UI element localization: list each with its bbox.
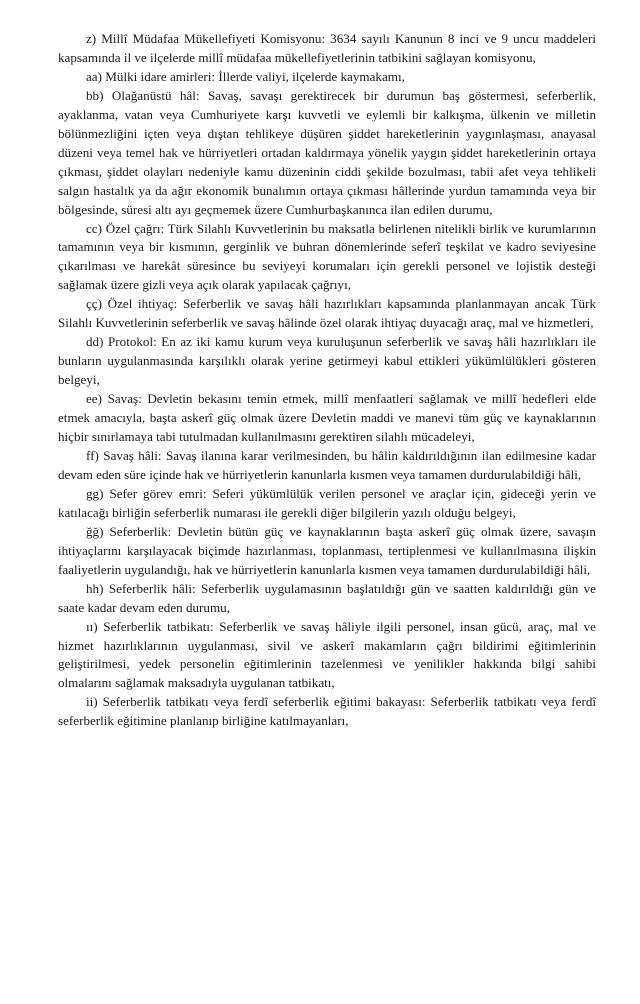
- item-text: Seferberlik ve savaş hâliyle ilgili personel, insan gücü, araç, mal ve hizmet hazırlıklarının uygulanması, sivil ve askerî makamların çağrı bildirimi eğitimlerinin geliştirilmesi, yedek personelin eğitimlerinin tazelenmesi ve yenilikler hakkında bilgi sahibi olmalarını sağlamak maksadıyla uygulanan tatbikatı,: [58, 618, 596, 691]
- item-text: Savaş ilanına karar verilmesinden, bu hâlin kaldırıldığının ilan edilmesine kadar devam eden süre içinde hak ve hürriyetlerin kanunlarla kısmen veya tamamen durdurulabildiği hâli,: [58, 447, 596, 482]
- item-text: Devletin bütün güç ve kaynaklarının başta askerî güç olmak üzere, savaşın ihtiyaçlarını karşılayacak biçimde hazırlanması, toplanması, tertiplenmesi ve kullanılmasına ilişkin faaliyetlerin uygulandığı, hak ve hürriyetlerin kanunlarla kısmen veya tamamen durdurulabildiği hâli,: [58, 523, 596, 577]
- item-term: Özel çağrı:: [105, 220, 165, 236]
- item-text: Seferberlik uygulamasının başlatıldığı gün ve saatten kaldırıldığı gün ve saate kadar devam eden durumu,: [58, 580, 596, 615]
- item-term: Savaş hâli:: [103, 447, 162, 463]
- definition-ii: [58, 693, 596, 731]
- item-text: İllerde valiyi, ilçelerde kaymakamı,: [218, 68, 405, 84]
- item-label: bb): [86, 87, 104, 103]
- definition-cc: [58, 220, 596, 296]
- definition-z: [58, 30, 596, 68]
- definition-ff: [58, 447, 596, 485]
- item-term: Seferberlik tatbikatı veya ferdî seferberlik eğitimi bakayası:: [102, 694, 426, 710]
- item-label: ğğ): [86, 523, 104, 539]
- item-label: hh): [86, 580, 104, 596]
- item-term: Özel ihtiyaç:: [107, 296, 178, 312]
- item-label: ıı): [86, 618, 98, 634]
- item-text: En az iki kamu kurum veya kuruluşunun seferberlik ve savaş hâli hazırlıkları ile bunların uygulanmasında karşılıklı olarak yerine getirmeyi kabul ettikleri yükümlülükleri gösteren belgeyi,: [58, 334, 596, 388]
- definition-ii-dotless: [58, 618, 596, 694]
- item-text: Savaş, savaşı gerektirecek bir durumun baş göstermesi, seferberlik, ayaklanma, vatan veya Cumhuriyete karşı kuvvetli ve eylemli bir kalkışma, ülkenin ve milletin bölünmezliğini içten veya dıştan tehlikeye düşüren şiddet hareketlerinin yaygınlaşması, anayasal düzeni veya temel hak ve hürriyetleri ortadan kaldırmaya yönelik yaygın şiddet hareketlerinin ortaya çıkması, şiddet olayları nedeniyle kamu düzeninin ciddi şekilde bozulması, tabii afet veya tehlikeli salgın hastalık ya da ağır ekonomik bunalımın ortaya çıkması hâllerinde yurdun tamamında veya bir bölgesinde, süresi altı ayı geçmemek üzere Cumhurbaşkanınca ilan edilen durumu,: [58, 87, 596, 217]
- item-term: Millî Müdafaa Mükellefiyeti Komisyonu:: [101, 31, 326, 46]
- item-text: Seferi yükümlülük verilen personel ve araçlar için, gideceği yerin ve katılacağı birliğin seferberlik numarası ile gerekli diğer bilgilerin yazılı olduğu belgeyi,: [58, 485, 596, 520]
- item-term: Seferberlik:: [109, 523, 172, 539]
- document-page: [58, 30, 596, 731]
- definition-gg: [58, 485, 596, 523]
- item-term: Seferberlik tatbikatı:: [103, 618, 214, 634]
- item-label: çç): [86, 296, 102, 312]
- definition-dd: [58, 333, 596, 390]
- item-term: Mülki idare amirleri:: [105, 68, 216, 84]
- item-label: dd): [86, 334, 104, 350]
- definition-gg-breve: [58, 523, 596, 580]
- definition-hh: [58, 580, 596, 618]
- item-text: Seferberlik ve savaş hâli hazırlıkları kapsamında planlanmayan ancak Türk Silahlı Kuvvetlerinin seferberlik ve savaş hâlinde özel olarak ihtiyaç duyacağı araç, mal ve hizmetleri,: [58, 296, 596, 331]
- item-label: cc): [86, 220, 102, 236]
- definition-aa: [58, 68, 596, 87]
- item-label: gg): [86, 485, 104, 501]
- item-label: ii): [86, 694, 98, 710]
- item-term: Seferberlik hâli:: [108, 580, 196, 596]
- definition-cc-cedilla: [58, 295, 596, 333]
- definition-bb: [58, 87, 596, 220]
- item-text: Devletin bekasını temin etmek, millî menfaatleri sağlamak ve millî hedefleri elde etmek amacıyla, başta askerî güç olmak üzere Devletin maddi ve manevi tüm güç ve kaynaklarının hiçbir sınırlamaya tabi tutulmadan kullanılmasını gerektiren silahlı mücadeleyi,: [58, 391, 597, 445]
- item-label: z): [86, 31, 97, 46]
- item-term: Olağanüstü hâl:: [111, 87, 200, 103]
- item-label: ee): [86, 391, 102, 407]
- item-text: 3634 sayılı Kanunun 8 inci ve 9 uncu maddeleri kapsamında il ve ilçelerde millî müdafaa mükellefiyetlerinin tatbikini sağlayan komisyonu,: [58, 31, 596, 65]
- item-text: Seferberlik tatbikatı veya ferdî seferberlik eğitimine planlanıp birliğine katılmayanları,: [58, 694, 597, 729]
- item-label: aa): [86, 68, 102, 84]
- definition-ee: [58, 390, 596, 447]
- item-term: Savaş:: [107, 391, 142, 407]
- item-label: ff): [86, 447, 99, 463]
- item-term: Sefer görev emri:: [109, 485, 207, 501]
- item-term: Protokol:: [108, 334, 157, 350]
- item-text: Türk Silahlı Kuvvetlerinin bu maksatla belirlenen nitelikli birlik ve kurumlarının tamamının veya bir kısmının, gerginlik ve buhran dönemlerinde seferî teşkilat ve kadro seviyesine çıkarılması ve harekât süresince bu seviyeyi korumaları için gerekli personel ve lojistik desteği sağlamak üzere gizli veya açık olarak yapılacak çağrıyı,: [58, 220, 596, 293]
